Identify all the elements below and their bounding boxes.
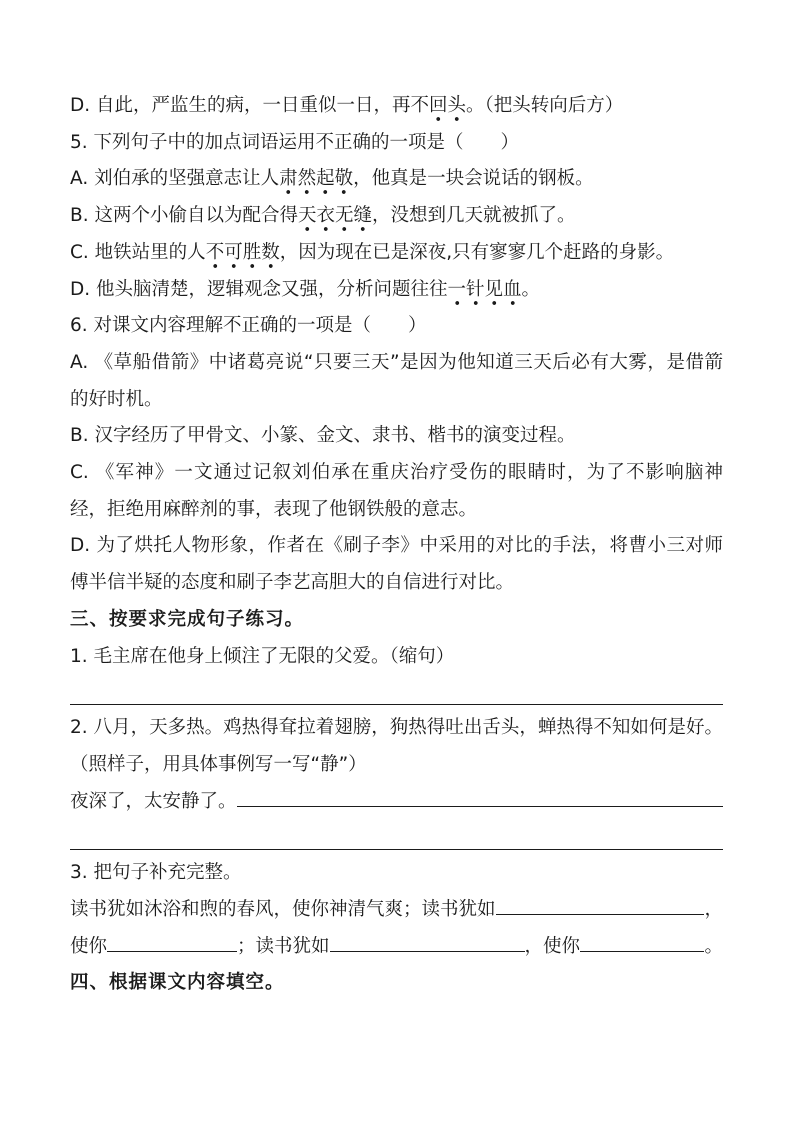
text-run: D. 为了烘托人物形象，作者在《刷子李》中采用的对比的手法，将曹小三对师傅半信半疑的态度和刷子李艺高胆大的自信进行对比。 <box>70 535 723 594</box>
text-run: 。（把头转向后方） <box>466 95 624 116</box>
text-run: ，使你 <box>524 935 581 957</box>
s3-q1-prompt <box>70 639 723 676</box>
text-run: C. 地铁站里的人 <box>70 241 206 263</box>
q5-option-d <box>70 272 723 309</box>
text-run: ，他真是一块会说话的钢板。 <box>353 168 594 190</box>
text-run: C. 《军神》一文通过记叙刘伯承在重庆治疗受伤的眼睛时，为了不影响脑神经，拒绝用麻醉剂的事，表现了他钢铁般的意志。 <box>70 462 723 520</box>
answer-blank[interactable] <box>107 950 237 952</box>
answer-blank[interactable] <box>580 950 704 952</box>
text-run: 6. 对课文内容理解不正确的一项是（ ） <box>70 315 427 337</box>
emphasized-text: 不可胜数 <box>206 242 280 269</box>
s3-q2-answer-line <box>70 784 723 821</box>
s3-q3-prompt <box>70 855 723 892</box>
q6-option-b <box>70 418 723 455</box>
q6-option-d <box>70 528 723 601</box>
s3-q2-prompt <box>70 710 723 783</box>
emphasized-text: 一针见血 <box>448 279 522 306</box>
text-run: D. 他头脑清楚，逻辑观念又强，分析问题往往 <box>70 278 448 300</box>
section-3-heading: 三、按要求完成句子练习。 <box>70 608 305 630</box>
text-run: 1. 毛主席在他身上倾注了无限的父爱。（缩句） <box>70 645 455 667</box>
text-run: ；读书犹如 <box>237 935 330 957</box>
q5-option-c <box>70 235 723 272</box>
text-run: 夜深了，太安静了。 <box>70 790 237 812</box>
answer-blank[interactable] <box>330 950 525 952</box>
s3-q3-fill-line-2 <box>70 929 723 966</box>
s3-q1-answer-rule[interactable] <box>70 675 723 705</box>
emphasized-text: 回头 <box>429 95 466 122</box>
text-run: 5. 下列句子中的加点词语运用不正确的一项是（ ） <box>70 131 520 153</box>
s3-q3-fill-line-1 <box>70 892 723 929</box>
text-run: 2. 八月，天多热。鸡热得耷拉着翅膀，狗热得吐出舌头，蝉热得不知如何是好。（照样子，用具体事例写一写“静”） <box>70 717 723 775</box>
text-run: A. 刘伯承的坚强意志让人 <box>70 168 280 190</box>
text-run: 读书犹如沐浴和煦的春风，使你神清气爽；读书犹如 <box>70 899 496 921</box>
q6-option-c <box>70 455 723 528</box>
section-4-heading: 四、根据课文内容填空。 <box>70 972 285 994</box>
text-run: B. 汉字经历了甲骨文、小篆、金文、隶书、楷书的演变过程。 <box>70 425 576 447</box>
q5-option-a <box>70 161 723 198</box>
text-run: 3. 把句子补充完整。 <box>70 862 242 884</box>
text-run: 。 <box>521 278 541 300</box>
text-run: ，没想到几天就被抓了。 <box>371 205 576 227</box>
q6-option-a <box>70 345 723 418</box>
emphasized-text: 天衣无缝 <box>298 205 372 232</box>
text-run: ， <box>704 899 723 921</box>
emphasized-text: 肃然起敬 <box>279 168 353 195</box>
text-run: A. 《草船借箭》中诸葛亮说“只要三天”是因为他知道三天后必有大雾，是借箭的好时机。 <box>70 351 723 410</box>
answer-blank[interactable] <box>237 805 723 807</box>
text-run: 使你 <box>70 935 108 957</box>
q4-option-d <box>70 88 723 125</box>
s3-q2-answer-rule[interactable] <box>70 820 723 850</box>
q5-option-b <box>70 198 723 235</box>
answer-blank[interactable] <box>496 913 705 915</box>
text-run: D. 自此，严监生的病，一日重似一日，再不 <box>70 95 430 116</box>
text-run: 。 <box>704 935 723 957</box>
text-run: ，因为现在已是深夜,只有寥寥几个赶路的身影。 <box>279 241 675 263</box>
q6-stem <box>70 308 723 345</box>
text-run: B. 这两个小偷自以为配合得 <box>70 205 298 227</box>
q5-stem <box>70 125 723 162</box>
